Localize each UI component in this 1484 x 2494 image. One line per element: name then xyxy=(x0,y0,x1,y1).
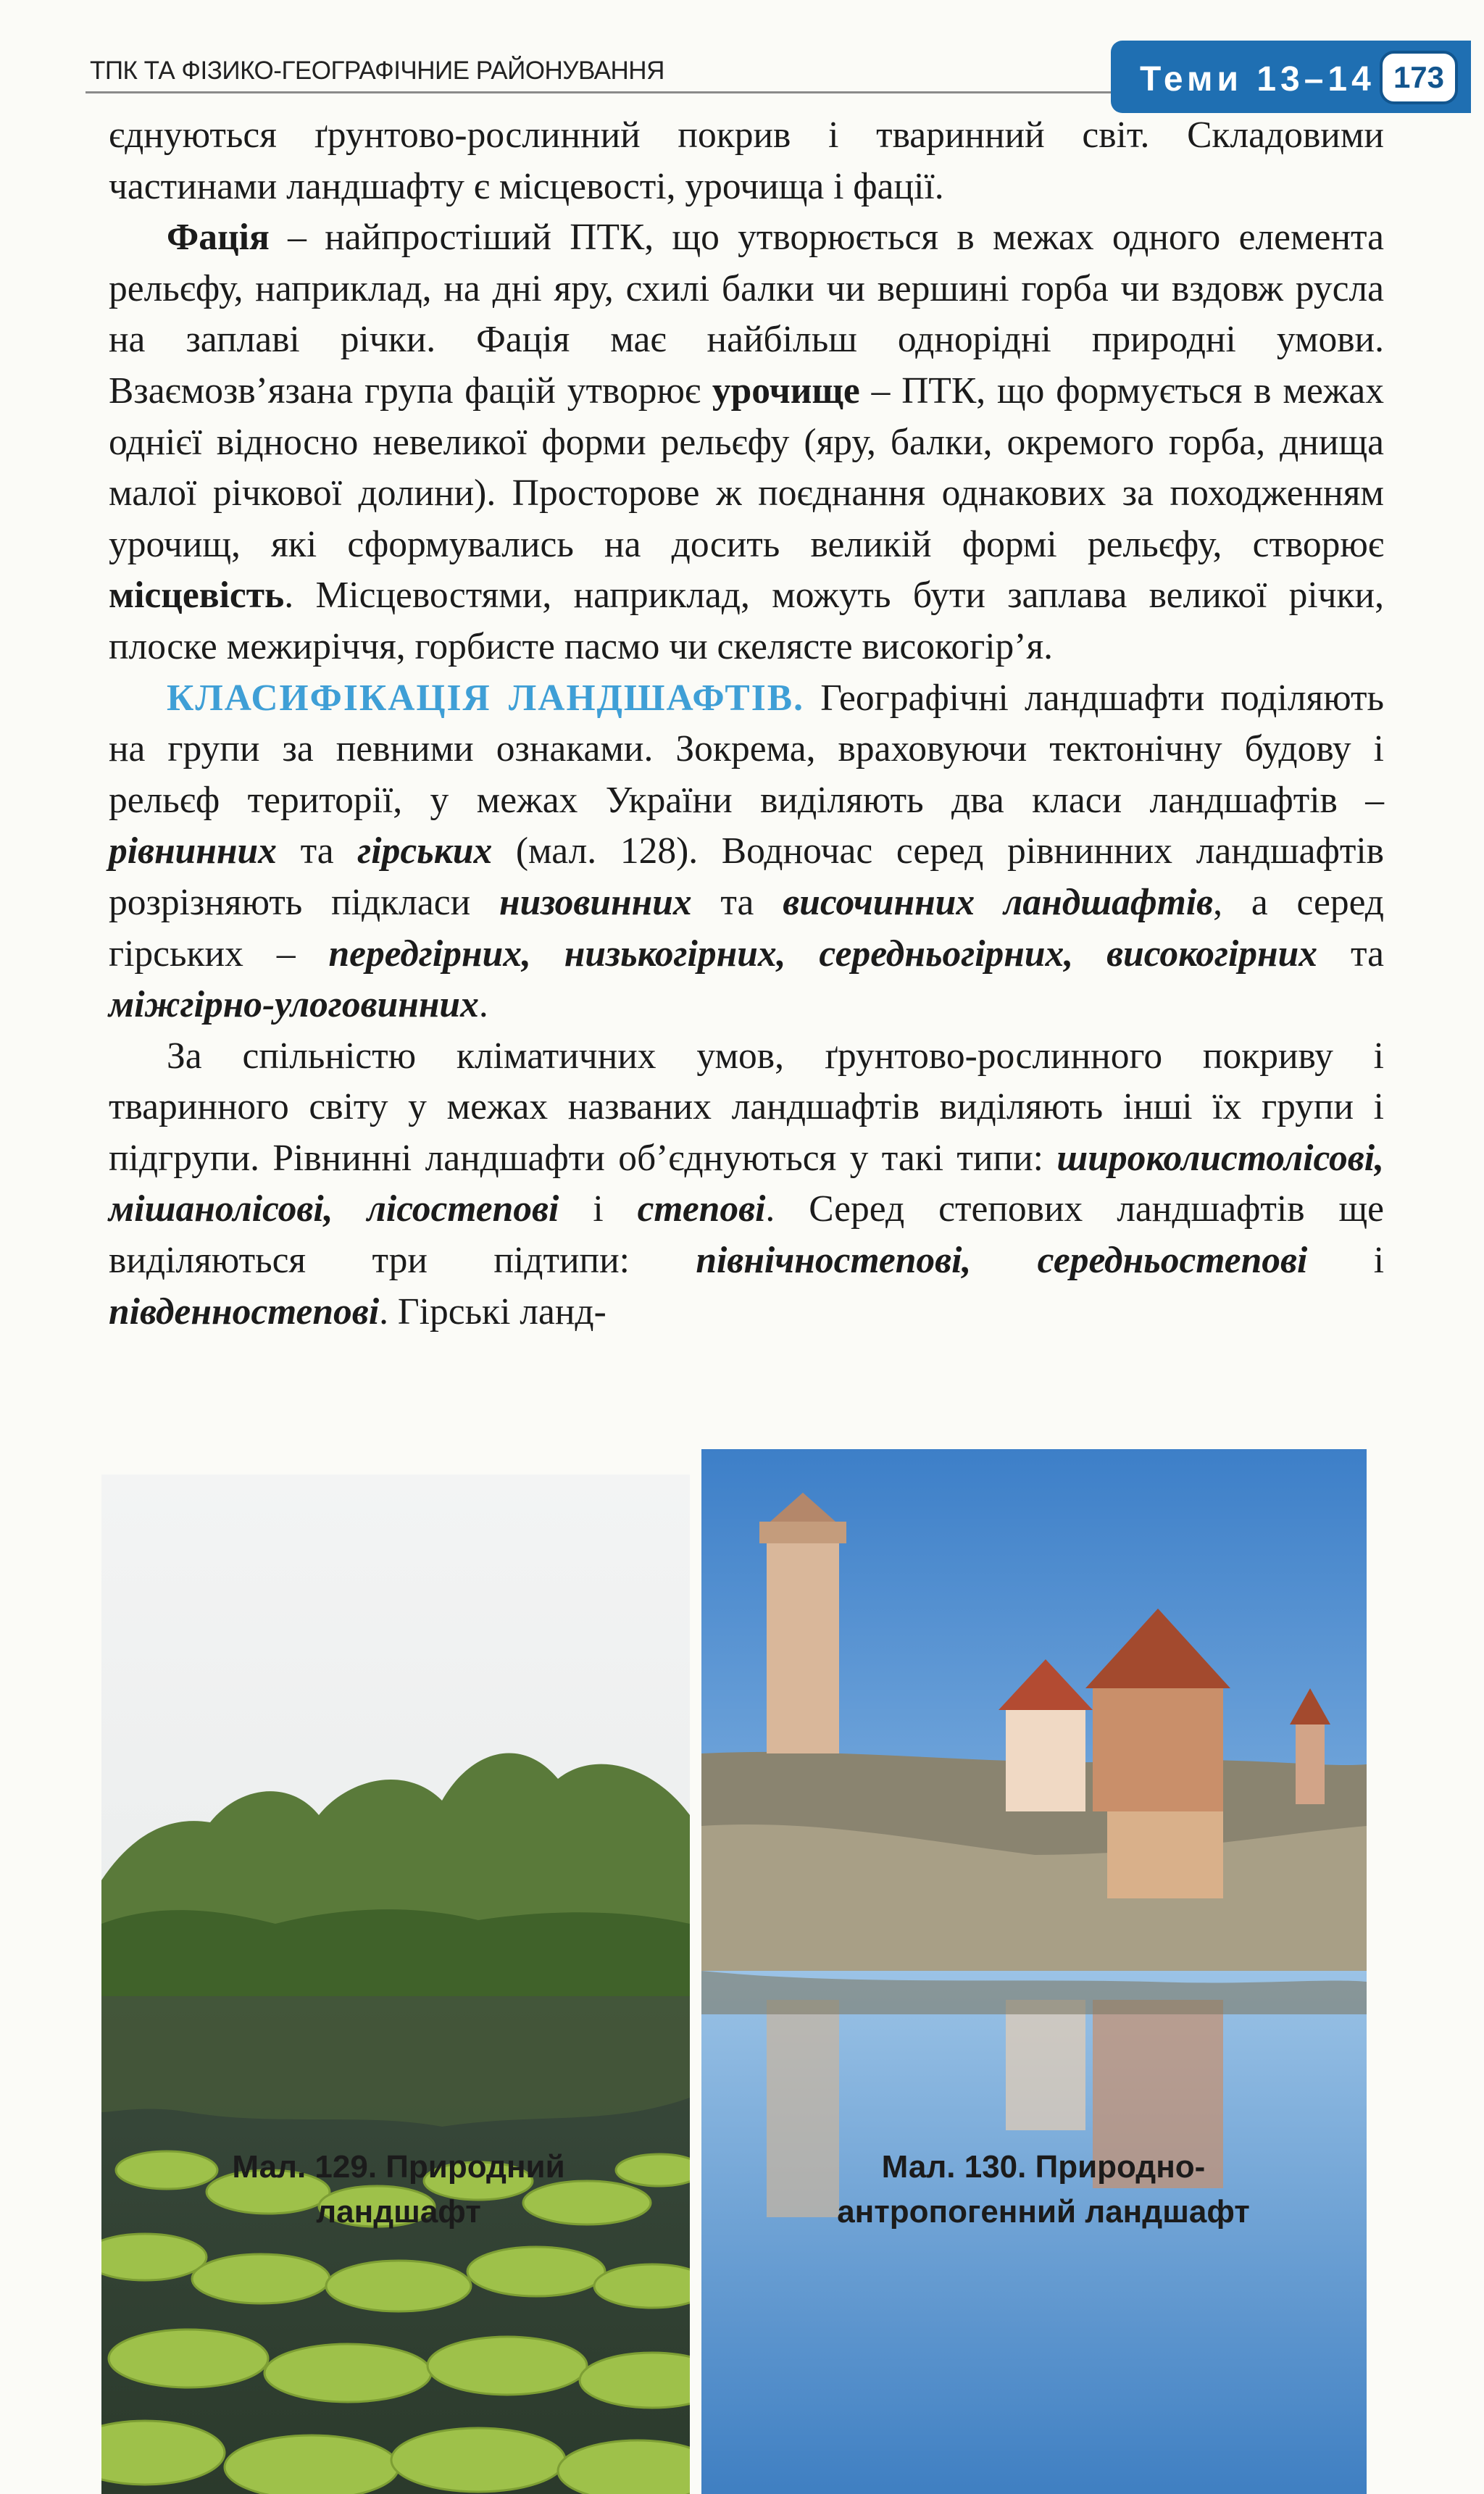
caption-figure-129-block xyxy=(130,2190,667,2235)
paragraph-3 xyxy=(109,673,1384,1031)
paragraph-4 xyxy=(109,1031,1384,1338)
paragraph-3-text-5: , а серед гірських – xyxy=(109,881,1384,975)
running-head-title: ТПК ТА ФІЗИКО-ГЕОГРАФІЧНИЕ РАЙОНУВАННЯ xyxy=(90,57,664,85)
page-number: 173 xyxy=(1380,51,1458,104)
paragraph-2-text-3: . Місцевостями, наприклад, можуть бути заплава великої річки, плоске межиріччя, горбисте пасмо чи скелясте високогір’я. xyxy=(109,575,1384,667)
term-vysochynnykh: височинних ландшафтів xyxy=(783,881,1214,923)
body-text xyxy=(109,110,1384,1338)
paragraph-4-text-4: і xyxy=(1307,1240,1384,1282)
caption-130-line-2: антропогенний ландшафт xyxy=(837,2194,1250,2230)
photo-natural-landscape xyxy=(101,1475,690,2494)
term-mountain-subclasses: передгірних, низькогірних, середньогірних, високогірних xyxy=(328,933,1318,975)
term-facia: Фація xyxy=(167,217,270,259)
term-mistsevist: місцевість xyxy=(109,575,285,617)
caption-130-line-1: Мал. 130. Природно- xyxy=(881,2149,1206,2185)
caption-figure-129 xyxy=(130,2145,667,2190)
topics-label: Теми 13–14 xyxy=(1140,60,1375,99)
paragraph-4-text-5: . Гірські ланд- xyxy=(379,1290,606,1333)
term-hirskykh: гірських xyxy=(357,830,493,872)
paragraph-3-text-2: та xyxy=(276,830,358,872)
page-header xyxy=(86,41,1471,99)
paragraph-4-text-1: За спільністю кліматичних умов, ґрунтово-рослинного покриву і тваринного світу у межах названих ландшафтів виділяють інші їх групи і підгрупи. Рівнинні ландшафти об’єднуються у такі типи: xyxy=(109,1035,1384,1179)
photo-anthropogenic-landscape xyxy=(701,1449,1367,2494)
term-urochyshche: урочище xyxy=(712,370,860,412)
caption-129-line-1: Мал. 129. Природний xyxy=(232,2149,565,2185)
paragraph-3-text-6: та xyxy=(1317,933,1385,975)
header-rule xyxy=(86,91,1111,93)
paragraph-1 xyxy=(109,110,1384,212)
paragraph-4-text-2: і xyxy=(559,1188,638,1230)
term-nyzovynnykh: низовинних xyxy=(499,881,692,923)
term-pivdennostepovi: південностепові xyxy=(109,1290,380,1333)
paragraph-1-text: єднуються ґрунтово-рослинний покрив і тваринний світ. Складовими частинами ландшафту є місцевості, урочища і фації. xyxy=(109,114,1384,207)
paragraph-3-text-4: та xyxy=(691,881,783,923)
term-mizhhirno: міжгірно-улоговинних xyxy=(109,984,479,1026)
term-stepovi: степові xyxy=(637,1188,766,1230)
caption-129-line-2: ландшафт xyxy=(316,2194,481,2230)
term-rivnynnykh: рівнинних xyxy=(109,830,277,872)
paragraph-2-text-2: – ПТК, що формується в межах однієї відносно невеликої форми рельєфу (яру, балки, окремого горба, днища малої річкової долини). Просторове ж поєднання однакових за походженням урочищ, які сформувались на досить великій формі рельєфу, створює xyxy=(109,370,1384,565)
term-steppe-subtypes: північностепові, середньостепові xyxy=(696,1240,1308,1282)
paragraph-2 xyxy=(109,212,1384,672)
paragraph-3-text-7: . xyxy=(478,984,488,1026)
term-landscape-types: широколистолісові, мішанолісові, лісостепові xyxy=(109,1137,1384,1230)
topics-tab xyxy=(1111,41,1471,113)
caption-figure-130 xyxy=(725,2145,1362,2235)
paragraph-4-text-3: . Серед степових ландшафтів ще виділяються три підтипи: xyxy=(109,1188,1385,1282)
paragraph-2-text-1: – найпростіший ПТК, що утворюється в межах одного елемента рельєфу, наприклад, на дні яру, схилі балки чи вершині горба чи вздовж русла на заплаві річки. Фація має найбільш однорідні природні умови. Взаємозв’язана група фацій утворює xyxy=(109,217,1384,412)
section-heading: КЛАСИФІКАЦІЯ ЛАНДШАФТІВ. xyxy=(167,677,805,719)
paragraph-3-text-1: Географічні ландшафти поділяють на групи за певними ознаками. Зокрема, враховуючи тектонічну будову і рельєф території, у межах України виділяють два класи ландшафтів – xyxy=(109,677,1384,821)
paragraph-3-text-3: (мал. 128). Водночас серед рівнинних ландшафтів розрізняють підкласи xyxy=(109,830,1384,923)
